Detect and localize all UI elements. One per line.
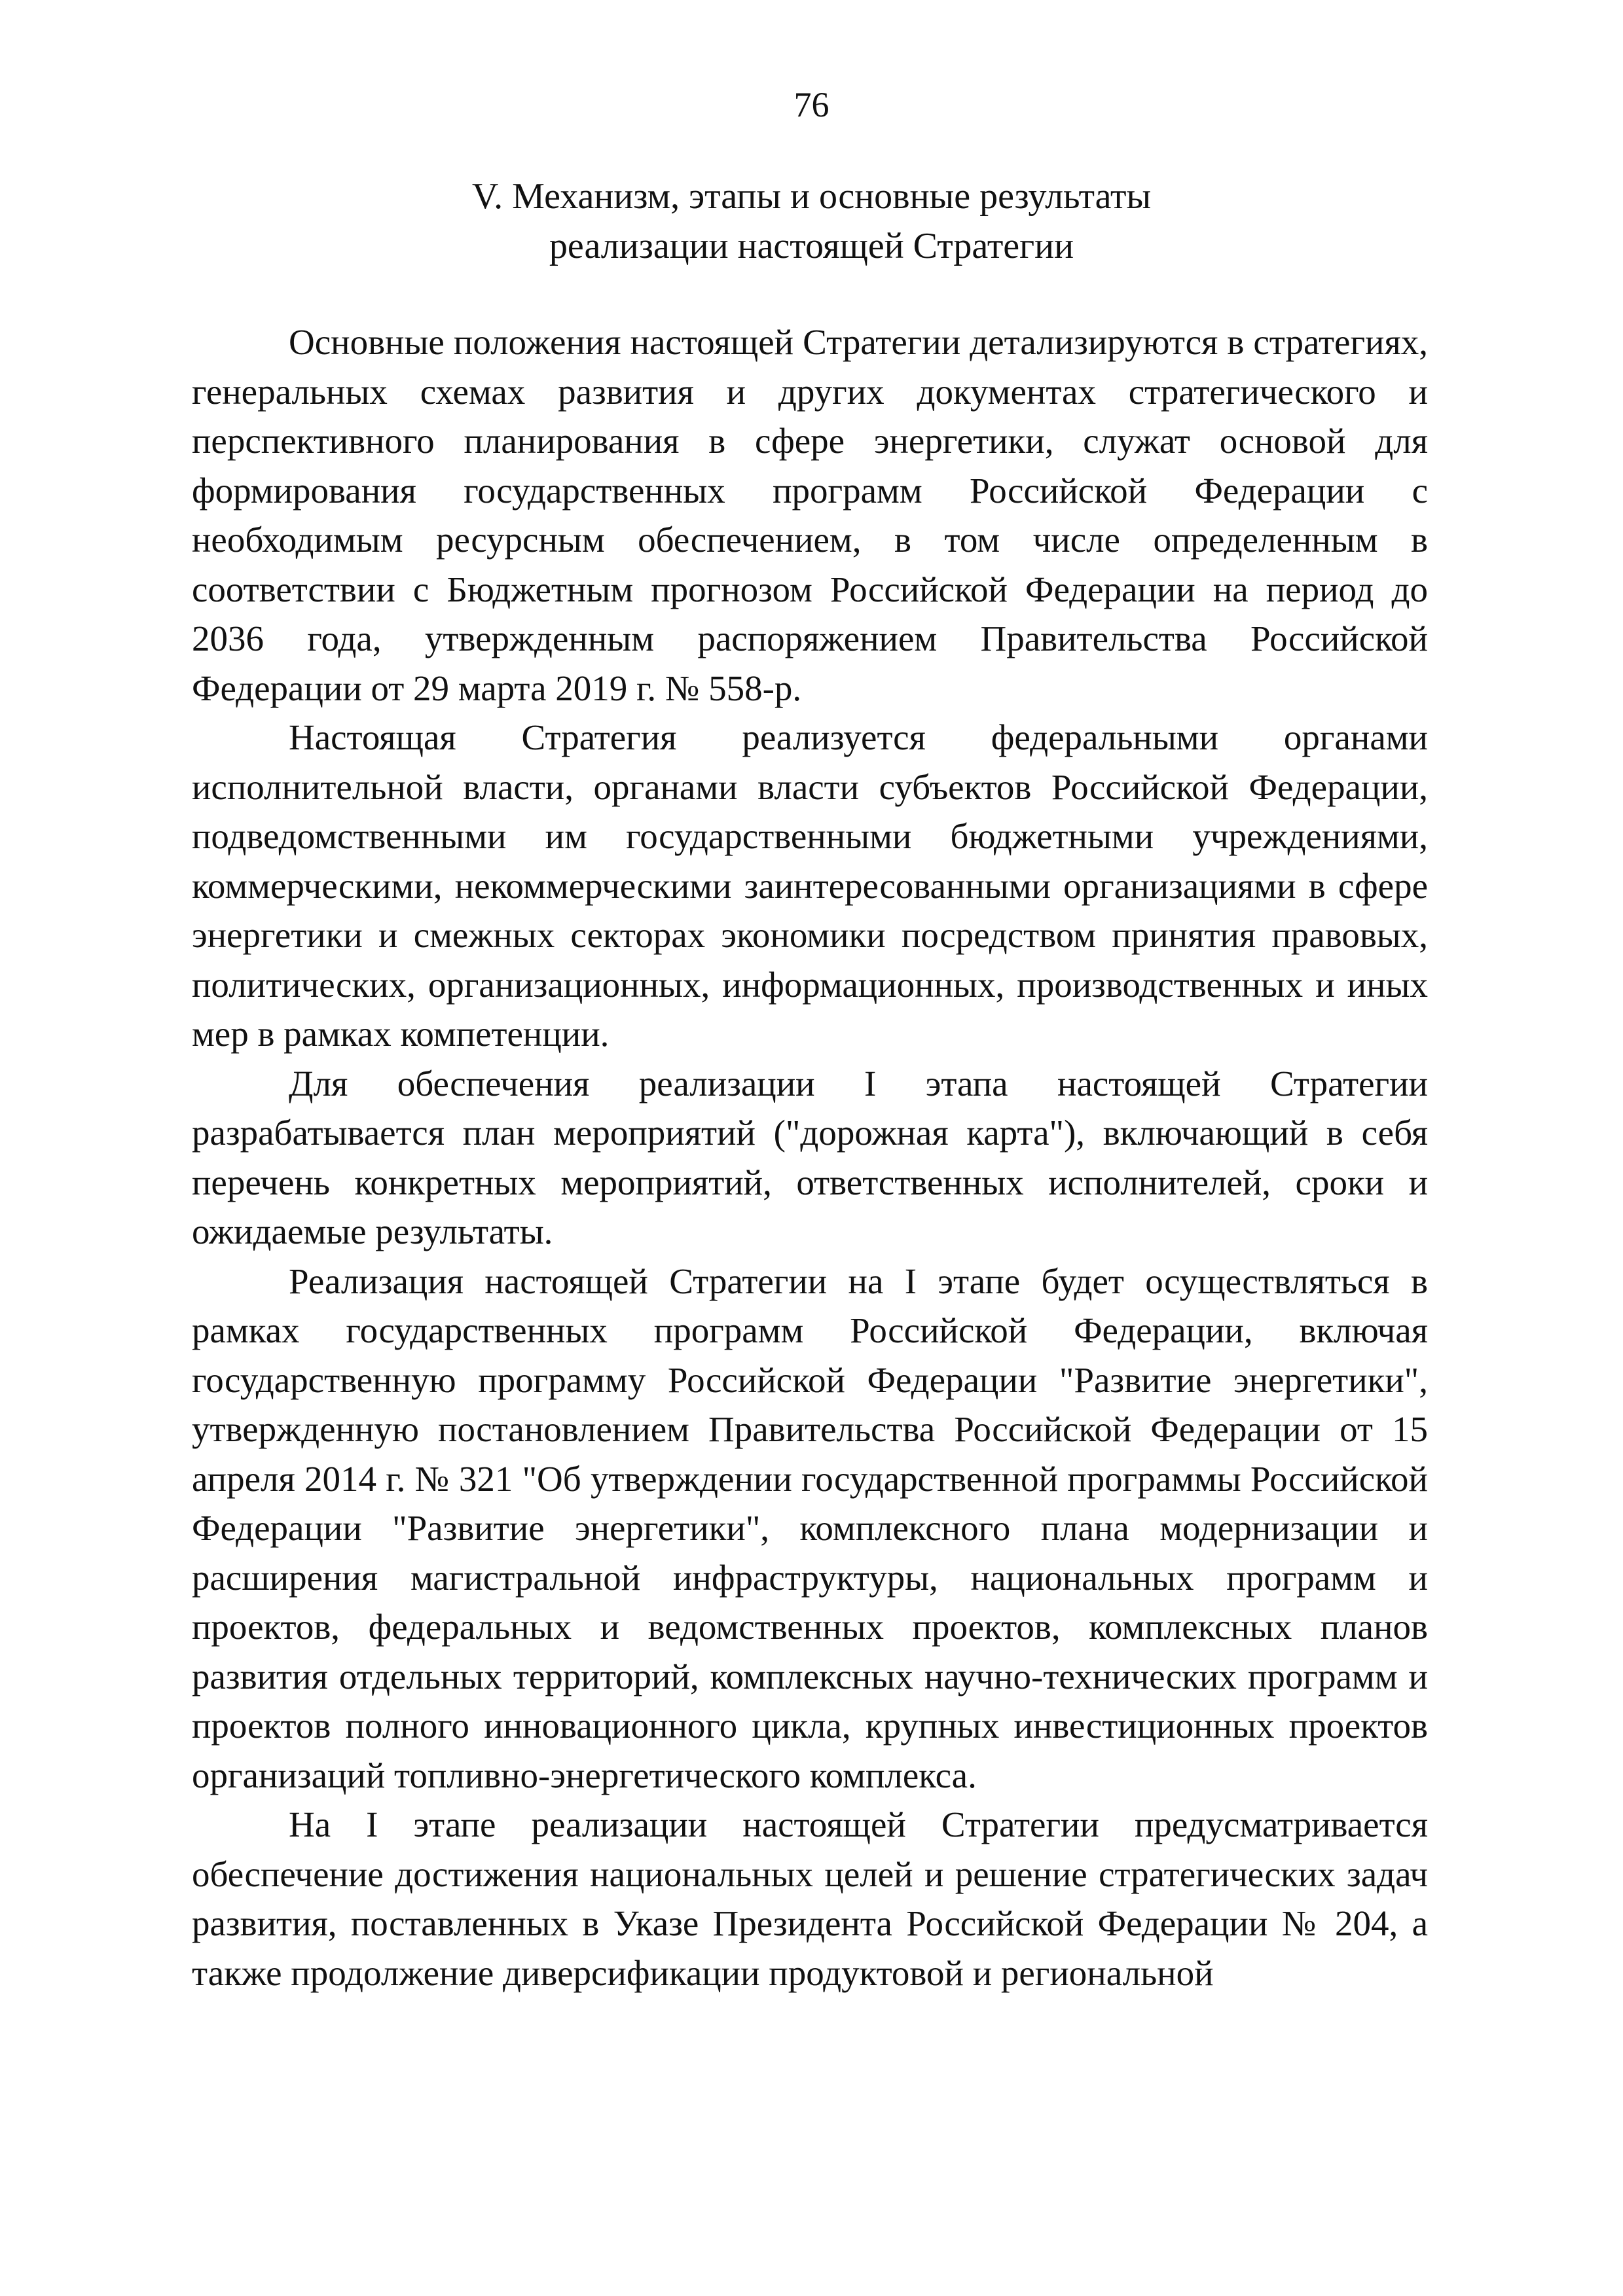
section-heading-line-2: реализации настоящей Стратегии — [549, 226, 1074, 266]
body-text — [192, 317, 1428, 1998]
paragraph-5: На I этапе реализации настоящей Стратегии предусматривается обеспечение достижения национальных целей и решение стратегических задач развития, поставленных в Указе Президента Российской Федерации № 204, а также продолжение диверсификации продуктовой и региональной — [192, 1804, 1428, 1993]
section-heading — [190, 171, 1433, 271]
paragraph-2: Настоящая Стратегия реализуется федеральными органами исполнительной власти, органами власти субъектов Российской Федерации, подведомственными им государственными бюджетными учреждениями, коммерческими, некоммерческими заинтересованными организациями в сфере энергетики и смежных секторах экономики посредством принятия правовых, политических, организационных, информационных, производственных и иных мер в рамках компетенции. — [192, 717, 1428, 1054]
page-number: 76 — [793, 85, 830, 124]
paragraph-3: Для обеспечения реализации I этапа настоящей Стратегии разрабатывается план мероприятий ("дорожная карта"), включающий в себя перечень конкретных мероприятий, ответственных исполнителей, сроки и ожидаемые результаты. — [192, 1063, 1428, 1251]
paragraph-4: Реализация настоящей Стратегии на I этапе будет осуществляться в рамках государственных программ Российской Федерации, включая государственную программу Российской Федерации "Развитие энергетики", утвержденную постановлением Правительства Российской Федерации от 15 апреля 2014 г. № 321 "Об утверждении государственной программы Российской Федерации "Развитие энергетики", комплексного плана модернизации и расширения магистральной инфраструктуры, национальных программ и проектов, федеральных и ведомственных проектов, комплексных планов развития отдельных территорий, комплексных научно-технических программ и проектов полного инновационного цикла, крупных инвестиционных проектов организаций топливно-энергетического комплекса. — [192, 1261, 1428, 1795]
paragraph-1: Основные положения настоящей Стратегии детализируются в стратегиях, генеральных схемах развития и других документах стратегического и перспективного планирования в сфере энергетики, служат основой для формирования государственных программ Российской Федерации с необходимым ресурсным обеспечением, в том числе определенным в соответствии с Бюджетным прогнозом Российской Федерации на период до 2036 года, утвержденным распоряжением Правительства Российской Федерации от 29 марта 2019 г. № 558-р. — [192, 322, 1428, 708]
section-heading-line-1: V. Механизм, этапы и основные результаты — [471, 176, 1152, 217]
